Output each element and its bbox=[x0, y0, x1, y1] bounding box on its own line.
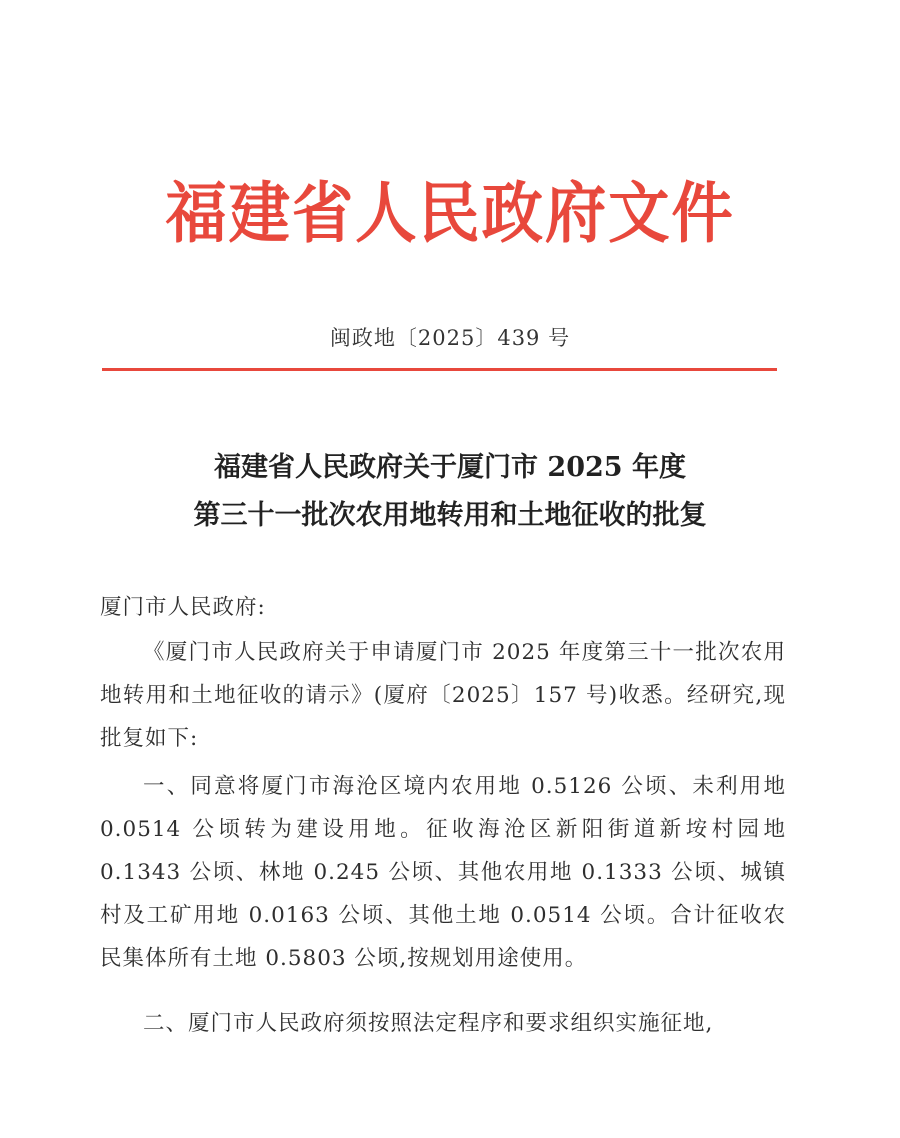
body-paragraph-1: 《厦门市人民政府关于申请厦门市 2025 年度第三十一批次农用地转用和土地征收的请示》(厦府〔2025〕157 号)收悉。经研究,现批复如下: bbox=[100, 640, 786, 751]
body-paragraph-3: 二、厦门市人民政府须按照法定程序和要求组织实施征地, bbox=[143, 1011, 714, 1036]
red-divider-rule bbox=[102, 368, 777, 371]
salutation: 厦门市人民政府: bbox=[100, 595, 266, 620]
document-title-line-2: 第三十一批次农用地转用和土地征收的批复 bbox=[193, 500, 707, 531]
document-masthead: 福建省人民政府文件 bbox=[165, 174, 735, 252]
document-title-line-1: 福建省人民政府关于厦门市 2025 年度 bbox=[214, 452, 686, 483]
body-paragraph-2: 一、同意将厦门市海沧区境内农用地 0.5126 公顷、未利用地 0.0514 公顷转为建设用地。征收海沧区新阳街道新垵村园地 0.1343 公顷、林地 0.245 公顷、其他农用地 0.1333 公顷、城镇村及工矿用地 0.0163 公顷、其他土地 0.0514 公顷。合计征收农民集体所有土地 0.5803 公顷,按规划用途使用。 bbox=[100, 774, 786, 971]
document-number: 闽政地〔2025〕439 号 bbox=[329, 326, 571, 350]
